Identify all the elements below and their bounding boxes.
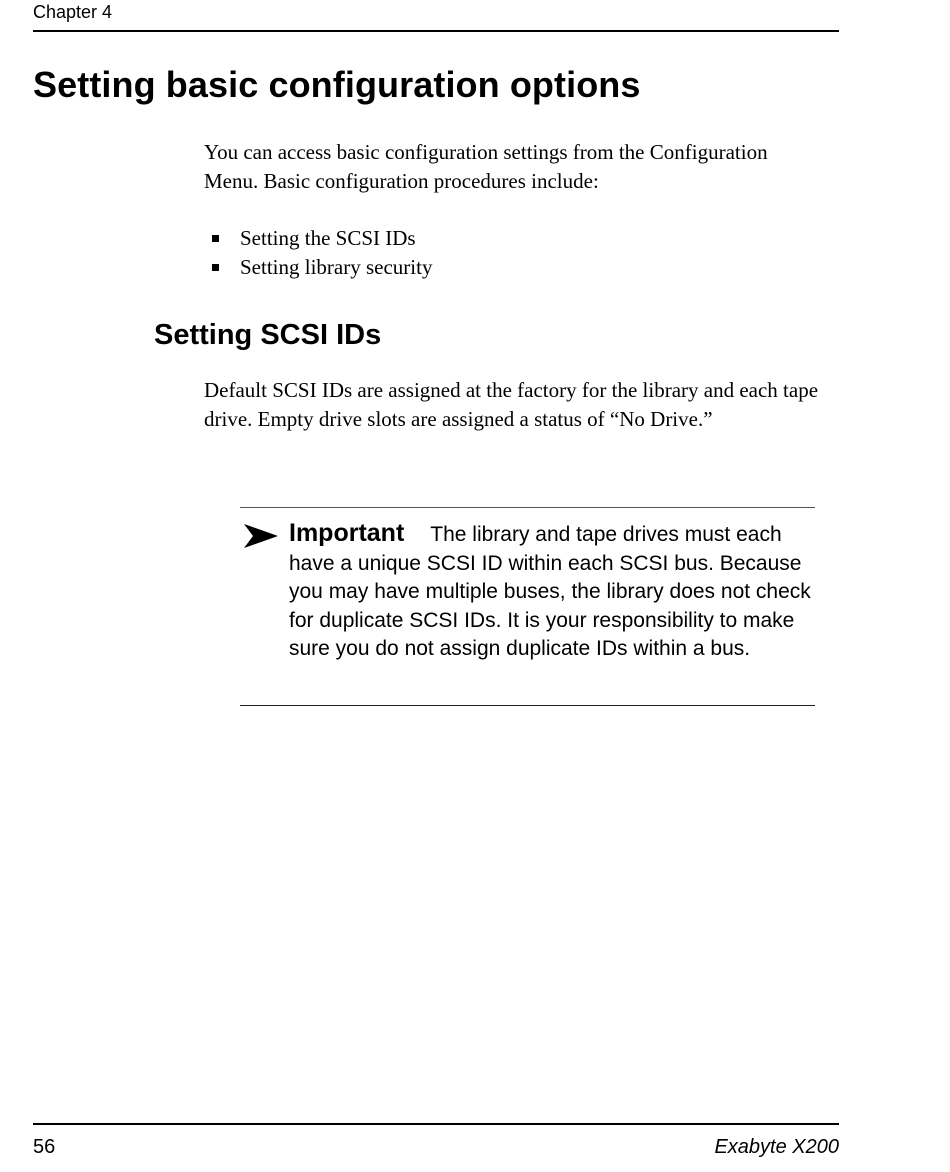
note-label: Important (289, 519, 405, 547)
bullet-icon (212, 264, 219, 271)
list-item (204, 224, 432, 253)
section-paragraph: Default SCSI IDs are assigned at the factory for the library and each tape drive. Empty drive slots are assigned a status of “No Drive.” (204, 378, 819, 431)
page-number: 56 (33, 1136, 56, 1158)
footer-rule (33, 1123, 839, 1125)
list-item-text: Setting the SCSI IDs (240, 226, 416, 250)
note-body: The library and tape drives must each have a unique SCSI ID within each SCSI bus. Because you may have multiple buses, the library does not check for duplicate SCSI IDs. It is your responsibility to make sure you do not assign duplicate IDs within a bus. (289, 523, 811, 660)
product-name: Exabyte X200 (714, 1136, 839, 1158)
list-item-text: Setting library security (240, 254, 433, 279)
note-bottom-rule (240, 705, 815, 706)
list-item (204, 253, 432, 282)
page-title: Setting basic configuration options (33, 64, 641, 105)
running-header: Chapter 4 (33, 2, 113, 22)
important-note (289, 519, 819, 664)
note-top-rule (240, 507, 815, 508)
procedure-list (204, 224, 432, 281)
intro-paragraph: You can access basic configuration settings from the Configuration Menu. Basic configuration procedures include: (204, 140, 768, 193)
arrow-icon (244, 524, 278, 548)
bullet-icon (212, 235, 219, 242)
section-heading: Setting SCSI IDs (154, 319, 382, 351)
header-rule (33, 30, 839, 32)
